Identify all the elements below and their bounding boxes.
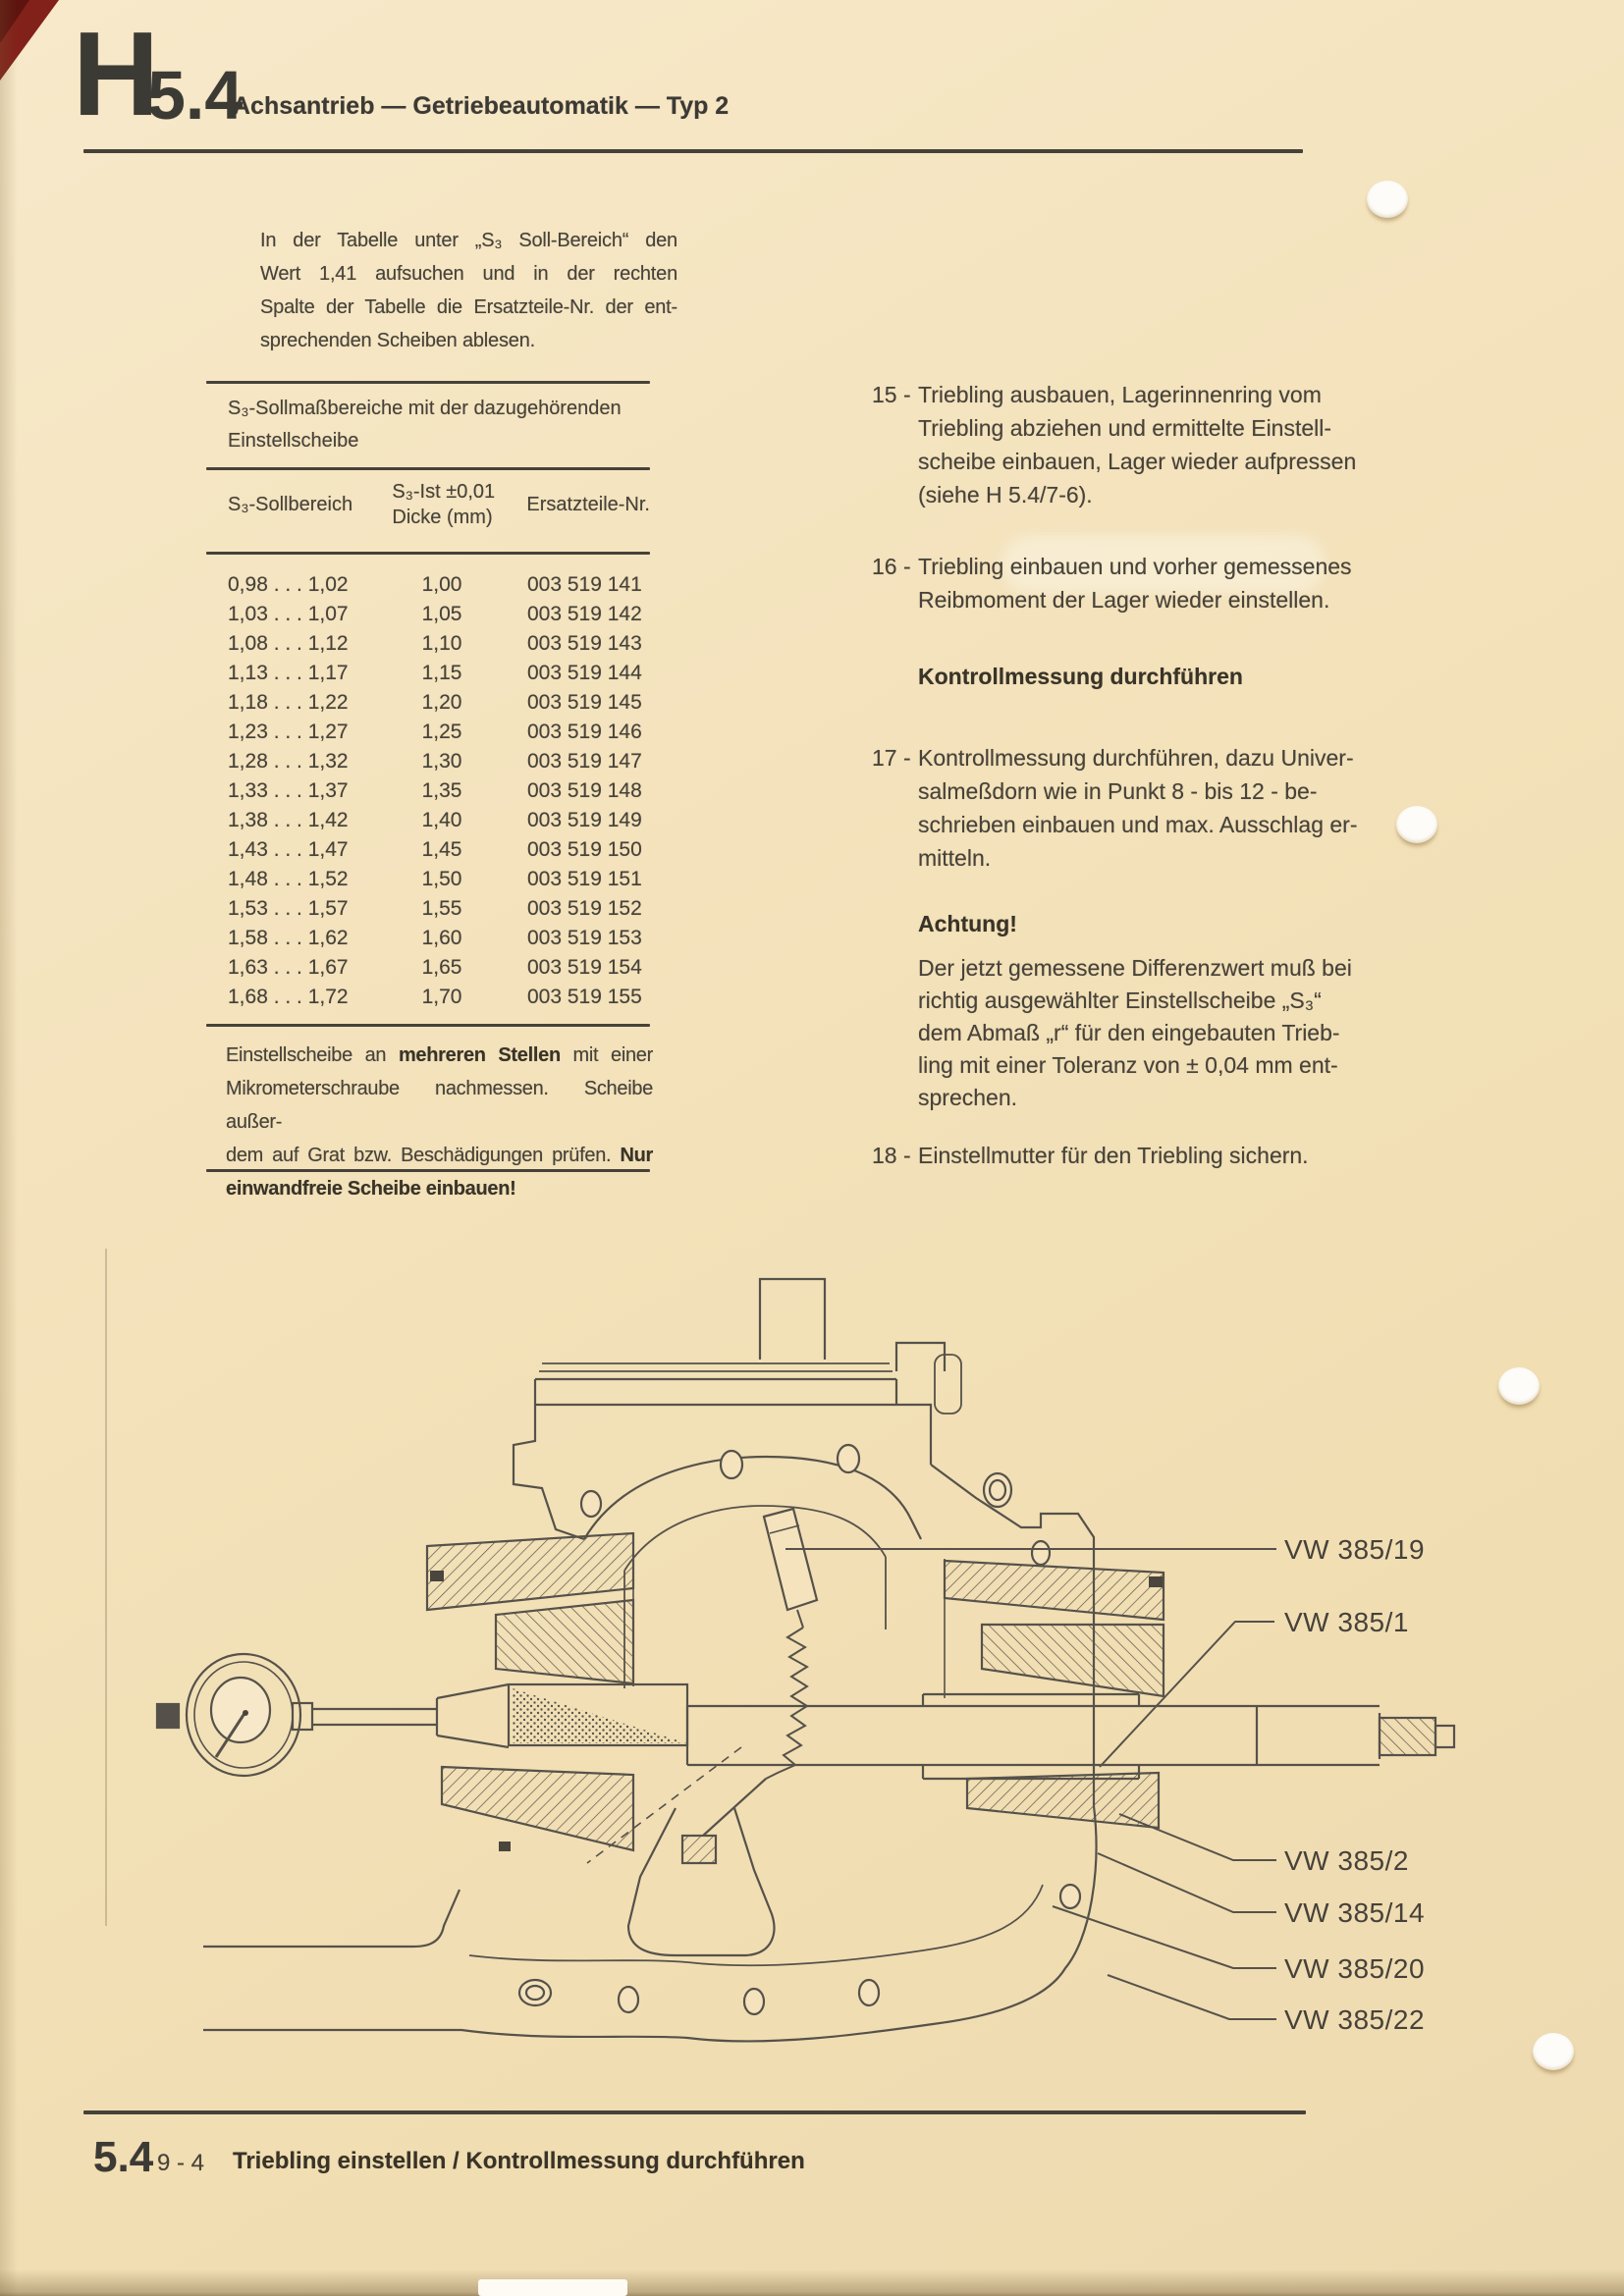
text-line: Triebling ausbauen, Lagerinnenring vom: [918, 382, 1322, 407]
table-row: [228, 806, 650, 835]
table-row: [228, 865, 650, 894]
table-row: [228, 629, 650, 659]
cell-ersatzteile-nr: 003 519 151: [527, 868, 642, 890]
text-line: dem Abmaß „r“ für den eingebauten Trieb-: [918, 1020, 1340, 1045]
column-header-ersatzteile-nr: Ersatzteile-Nr.: [526, 493, 650, 515]
cell-ersatzteile-nr: 003 519 155: [527, 986, 642, 1008]
text-line: sprechen.: [918, 1085, 1018, 1110]
achtung-title: Achtung!: [918, 911, 1017, 936]
scan-bottom-edge: [0, 2269, 1624, 2296]
scan-left-edge-shadow: [0, 0, 18, 2296]
text-line: Kontrollmessung durchführen, dazu Univer-: [918, 745, 1354, 771]
footer-rule: [83, 2110, 1306, 2114]
table-rule-top: [206, 381, 650, 384]
text-line: Reibmoment der Lager wieder einstellen.: [918, 587, 1330, 613]
text-line: Der jetzt gemessene Differenzwert muß bei: [918, 955, 1352, 981]
leader-lines: [785, 1549, 1276, 2019]
cell-sollbereich: 0,98 . . . 1,02: [228, 573, 349, 596]
filler-stub: [760, 1279, 825, 1360]
cell-sollbereich: 1,48 . . . 1,52: [228, 868, 349, 890]
figure-label-vw385-22: VW 385/22: [1284, 2004, 1426, 2035]
oil-pan: [203, 1806, 1096, 2041]
cell-dicke: 1,10: [421, 632, 462, 655]
cell-ersatzteile-nr: 003 519 143: [527, 632, 642, 655]
cell-ersatzteile-nr: 003 519 144: [527, 662, 642, 684]
text-line: mitteln.: [918, 845, 992, 871]
table-rule-header: [206, 552, 650, 555]
table-row: [228, 953, 650, 983]
transaxle-cross-section: [157, 1279, 1454, 2041]
step-number: 15 -: [872, 382, 911, 407]
cell-ersatzteile-nr: 003 519 150: [527, 838, 642, 861]
micrometer-sleeve: [293, 1684, 687, 1747]
step-number: 17 -: [872, 745, 911, 771]
cell-ersatzteile-nr: 003 519 141: [527, 573, 642, 596]
column-header-sollbereich: S₃-Sollbereich: [228, 493, 353, 515]
step-15: [872, 378, 1468, 511]
text-line: ling mit einer Toleranz von ± 0,04 mm ent-: [918, 1052, 1338, 1078]
note-text: Mikrometerschraube nachmessen. Scheibe außer-: [226, 1078, 653, 1133]
note-text: mit einer: [560, 1044, 653, 1066]
note-bold-text: mehreren Stellen: [398, 1044, 561, 1066]
table-caption: [228, 393, 650, 457]
punch-hole: [1367, 181, 1408, 218]
figure-label-vw385-2: VW 385/2: [1284, 1845, 1409, 1876]
figure-label-vw385-14: VW 385/14: [1284, 1897, 1426, 1928]
achtung-paragraph: [872, 952, 1468, 1114]
figure-label-vw385-20: VW 385/20: [1284, 1953, 1426, 1984]
cell-dicke: 1,00: [421, 573, 462, 596]
cell-sollbereich: 1,68 . . . 1,72: [228, 986, 349, 1008]
section-number: 5.4: [147, 57, 244, 133]
text-line: schrieben einbauen und max. Ausschlag er-: [918, 812, 1358, 837]
figure-labels: [1284, 1534, 1425, 2035]
note-text: Einstellscheibe an: [226, 1044, 399, 1066]
table-rule-bottom: [206, 1024, 650, 1027]
cell-dicke: 1,30: [421, 750, 462, 773]
section-letter: H: [73, 7, 160, 140]
cell-ersatzteile-nr: 003 519 152: [527, 897, 642, 920]
text-line: sprechenden Scheiben ablesen.: [260, 330, 535, 351]
column-header-ist: S₃-Ist ±0,01: [392, 481, 496, 503]
footer-section-number: 5.4: [93, 2133, 154, 2181]
cell-sollbereich: 1,03 . . . 1,07: [228, 603, 349, 625]
cell-sollbereich: 1,33 . . . 1,37: [228, 779, 349, 802]
cell-dicke: 1,25: [421, 721, 462, 743]
table-row: [228, 659, 650, 688]
note-bold-text: Nur: [620, 1145, 653, 1166]
subheading-kontrollmessung: Kontrollmessung durchführen: [918, 664, 1243, 689]
text-line: Triebling einbauen und vorher gemessenes: [918, 554, 1352, 579]
cell-ersatzteile-nr: 003 519 148: [527, 779, 642, 802]
header-rule: [83, 149, 1303, 153]
micrometer-note: [226, 1039, 653, 1205]
measuring-bar: [687, 1694, 1454, 1779]
cell-ersatzteile-nr: 003 519 153: [527, 927, 642, 949]
text-line: [226, 1072, 653, 1139]
cell-dicke: 1,70: [421, 986, 462, 1008]
cell-ersatzteile-nr: 003 519 145: [527, 691, 642, 714]
text-line: richtig ausgewählter Einstellscheibe „S₃“: [918, 988, 1322, 1013]
text-line: Spalte der Tabelle die Ersatzteile-Nr. der ent-: [260, 296, 677, 318]
punch-hole: [1498, 1367, 1540, 1405]
cell-sollbereich: 1,43 . . . 1,47: [228, 838, 349, 861]
case-left-wall: [514, 1405, 584, 1539]
footer-title: Triebling einstellen / Kontrollmessung durchführen: [233, 2148, 805, 2174]
table-row: [228, 688, 650, 718]
cell-dicke: 1,05: [421, 603, 462, 625]
case-right-wall: [931, 1465, 1094, 1806]
cell-dicke: 1,35: [421, 779, 462, 802]
text-line: Triebling abziehen und ermittelte Einstell-: [918, 415, 1332, 441]
step-number: 18 -: [872, 1143, 911, 1168]
intro-paragraph: [260, 224, 677, 357]
page-title: Achsantrieb — Getriebeautomatik — Typ 2: [233, 92, 730, 120]
text-line: (siehe H 5.4/7-6).: [918, 482, 1093, 507]
text-line: scheibe einbauen, Lager wieder aufpressen: [918, 449, 1357, 474]
cell-sollbereich: 1,38 . . . 1,42: [228, 809, 349, 831]
cell-dicke: 1,55: [421, 897, 462, 920]
column-header-ist-dicke: [392, 479, 496, 530]
cell-dicke: 1,20: [421, 691, 462, 714]
shim-table-body: [228, 570, 650, 1012]
cell-sollbereich: 1,58 . . . 1,62: [228, 927, 349, 949]
table-row: [228, 894, 650, 924]
text-line: Einstellscheibe: [228, 430, 359, 452]
cell-sollbereich: 1,63 . . . 1,67: [228, 956, 349, 979]
seal-marks: [430, 1571, 1163, 1851]
note-bold-text: einwandfreie Scheibe einbauen!: [226, 1178, 516, 1200]
column-header-dicke: Dicke (mm): [392, 507, 493, 528]
cell-dicke: 1,45: [421, 838, 462, 861]
table-row: [228, 718, 650, 747]
footer-page-number: 9 - 4: [157, 2150, 205, 2176]
cell-sollbereich: 1,53 . . . 1,57: [228, 897, 349, 920]
scan-bottom-notch: [478, 2279, 627, 2296]
step-number: 16 -: [872, 554, 911, 579]
cell-sollbereich: 1,13 . . . 1,17: [228, 662, 349, 684]
table-rule-caption: [206, 467, 650, 470]
table-row: [228, 747, 650, 776]
step-16: [872, 550, 1468, 616]
cell-dicke: 1,50: [421, 868, 462, 890]
text-line: Wert 1,41 aufsuchen und in der rechten: [260, 263, 677, 285]
cell-dicke: 1,65: [421, 956, 462, 979]
text-line: [226, 1039, 653, 1072]
text-line: [226, 1172, 653, 1205]
table-row: [228, 570, 650, 600]
cell-sollbereich: 1,18 . . . 1,22: [228, 691, 349, 714]
table-header-row: [228, 479, 650, 530]
differential-tower: [628, 1808, 774, 1955]
bearing-sections: [427, 1533, 1164, 1863]
cell-ersatzteile-nr: 003 519 149: [527, 809, 642, 831]
scan-fold-line: [105, 1249, 107, 1926]
table-row: [228, 924, 650, 953]
table-row: [228, 776, 650, 806]
note-rule-bottom: [206, 1169, 650, 1172]
text-line: salmeßdorn wie in Punkt 8 - bis 12 - be-: [918, 778, 1318, 804]
cell-dicke: 1,15: [421, 662, 462, 684]
step-17: [872, 741, 1468, 875]
cell-ersatzteile-nr: 003 519 154: [527, 956, 642, 979]
dial-gauge: [157, 1654, 300, 1776]
cell-ersatzteile-nr: 003 519 142: [527, 603, 642, 625]
cell-dicke: 1,60: [421, 927, 462, 949]
cell-sollbereich: 1,28 . . . 1,32: [228, 750, 349, 773]
plumb-spring-tool: [587, 1509, 817, 1863]
text-line: [226, 1139, 653, 1172]
figure-label-vw385-19: VW 385/19: [1284, 1534, 1426, 1565]
cell-dicke: 1,40: [421, 809, 462, 831]
figure-label-vw385-1: VW 385/1: [1284, 1607, 1409, 1637]
note-text: dem auf Grat bzw. Beschädigungen prüfen.: [226, 1145, 621, 1166]
cell-ersatzteile-nr: 003 519 147: [527, 750, 642, 773]
cell-ersatzteile-nr: 003 519 146: [527, 721, 642, 743]
table-row: [228, 983, 650, 1012]
text-line: Einstellmutter für den Triebling sichern.: [918, 1143, 1309, 1168]
step-18: [872, 1139, 1468, 1172]
cell-sollbereich: 1,23 . . . 1,27: [228, 721, 349, 743]
text-line: S₃-Sollmaßbereiche mit der dazugehörenden: [228, 398, 622, 419]
cell-sollbereich: 1,08 . . . 1,12: [228, 632, 349, 655]
table-row: [228, 835, 650, 865]
punch-hole: [1533, 2033, 1574, 2070]
table-row: [228, 600, 650, 629]
text-line: In der Tabelle unter „S₃ Soll-Bereich“ den: [260, 230, 677, 251]
